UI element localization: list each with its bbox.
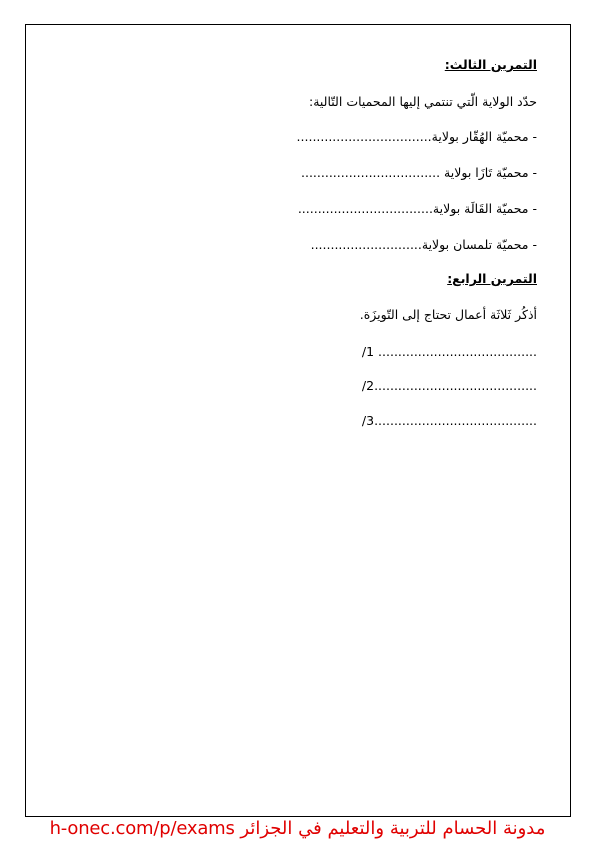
reserve-item-1: - محميّة الهُقّار بولاية..................................	[296, 129, 537, 144]
answer-line-2: /2.........................................	[361, 378, 537, 393]
exercise-4-title: التمرين الرابع:	[447, 271, 537, 286]
reserve-item-4: - محميّة تلمسان بولاية............................	[310, 237, 537, 252]
reserve-item-2: - محميّة تَازَا بولاية ...................................	[301, 165, 537, 180]
blog-footer-link[interactable]: مدونة الحسام للتربية والتعليم في الجزائر h-onec.com/p/exams	[49, 818, 546, 839]
answer-line-1: /1 ........................................	[361, 344, 537, 359]
answer-line-3: /3.........................................	[361, 413, 537, 428]
exercise-4-instruction: أذكُر ثَلاثَة أعمال تحتاج إلى التّويزَة.	[359, 307, 537, 322]
exercise-3-instruction: حدّد الولاية الّتي تنتمي إليها المحميات التّالية:	[308, 94, 537, 109]
reserve-item-3: - محميّة القَالَة بولاية..................................	[297, 201, 537, 216]
exercise-3-title: التمرين الثالث:	[444, 57, 537, 72]
